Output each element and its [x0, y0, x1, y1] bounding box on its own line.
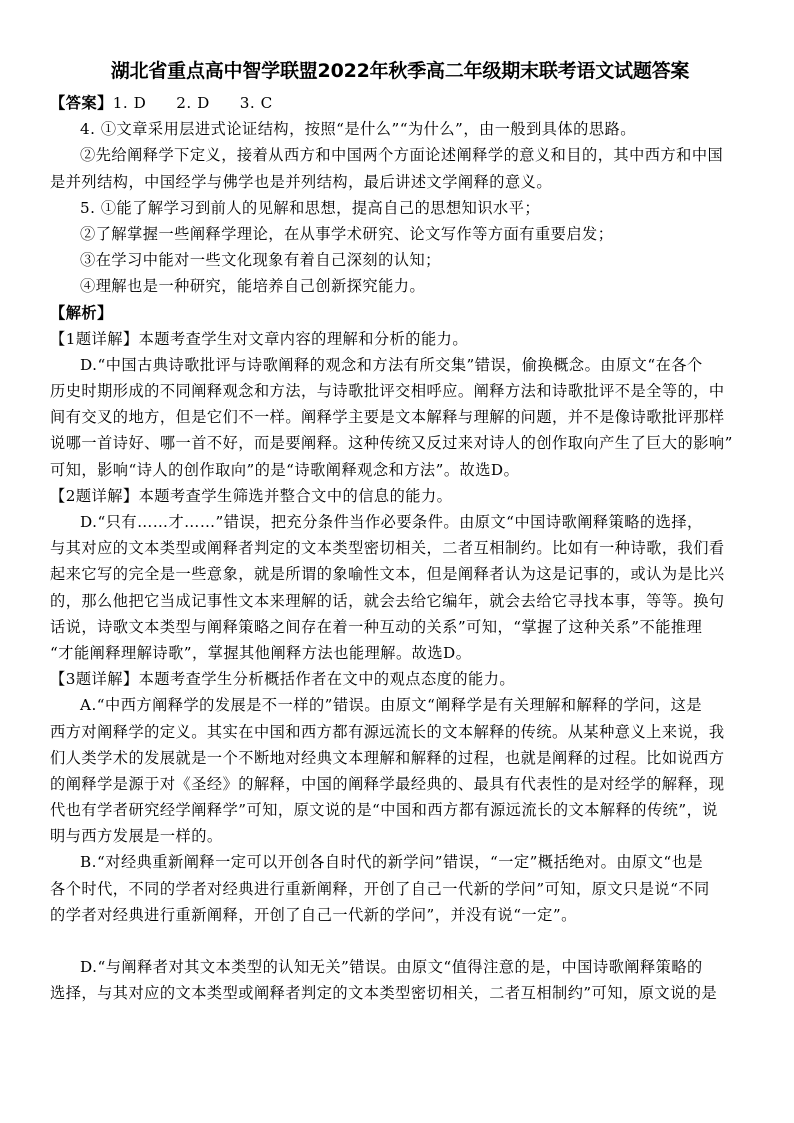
- explain-3a-line-5: 代也有学者研究经学阐释学”可知，原文说的是“中国和西方都有源远流长的文本解释的传统”，说: [50, 801, 718, 820]
- answer-1: 1. D: [112, 94, 147, 112]
- explain-1-line-4: 说哪一首诗好、哪一首不好，而是要阐释。这种传统又反过来对诗人的创作取向产生了巨大的影响”: [50, 434, 733, 453]
- document-page: [50, 56, 750, 1007]
- explain-2-heading: 【2题详解】本题考查学生筛选并整合文中的信息的能力。: [50, 486, 453, 505]
- q5-line-2: ②了解掌握一些阐释学理论，在从事学术研究、论文写作等方面有重要启发；: [80, 224, 614, 243]
- q4-line-2: ②先给阐释学下定义，接着从西方和中国两个方面论述阐释学的意义和目的，其中西方和中国: [80, 146, 724, 165]
- explain-3b-line-2: 各个时代，不同的学者对经典进行重新阐释，开创了自己一代新的学问”可知，原文只是说“不同: [50, 879, 710, 898]
- answer-2: 2. D: [176, 94, 210, 112]
- answer-line: [50, 90, 750, 116]
- q4-line-1: 4. ①文章采用层进式论证结构，按照“是什么”“为什么”，由一般到具体的思路。: [80, 120, 636, 139]
- explain-1-line-1: D.“中国古典诗歌批评与诗歌阐释的观念和方法有所交集”错误，偷换概念。由原文“在各个: [80, 355, 703, 374]
- explain-3b-line-1: B.“对经典重新阐释一定可以开创各自时代的新学问”错误，“一定”概括绝对。由原文“也是: [80, 853, 704, 872]
- explain-3a-line-6: 明与西方发展是一样的。: [50, 827, 223, 846]
- explain-2-line-5: 话说，诗歌文本类型与阐释策略之间存在着一种互动的关系”可知，“掌握了这种关系”不能推理: [50, 617, 703, 636]
- explain-2-line-4: 的，那么他把它当成记事性文本来理解的话，就会去给它编年，就会去给它寻找本事，等等。换句: [50, 591, 725, 610]
- explain-1-line-2: 历史时期形成的不同阐释观念和方法，与诗歌批评交相呼应。阐释方法和诗歌批评不是全等的，中: [50, 382, 725, 401]
- explain-3a-line-4: 的阐释学是源于对《圣经》的解释，中国的阐释学最经典的、最具有代表性的是对经学的解释，现: [50, 774, 725, 793]
- explain-3b-line-3: 的学者对经典进行重新阐释，开创了自己一代新的学问”，并没有说“一定”。: [50, 905, 577, 924]
- answer-tag: 【答案】: [50, 94, 113, 112]
- explain-1-line-3: 间有交叉的地方，但是它们不一样。阐释学主要是文本解释与理解的问题，并不是像诗歌批评那样: [50, 408, 725, 427]
- blank-spacer: [50, 928, 750, 954]
- q5-line-4: ④理解也是一种研究，能培养自己创新探究能力。: [80, 277, 426, 296]
- explain-1-heading: 【1题详解】本题考查学生对文章内容的理解和分析的能力。: [50, 329, 469, 348]
- explain-3-heading: 【3题详解】本题考查学生分析概括作者在文中的观点态度的能力。: [50, 670, 516, 689]
- explain-2-line-3: 起来它写的完全是一些意象，就是所谓的象喻性文本，但是阐释者认为这是记事的，或认为是比兴: [50, 565, 725, 584]
- explain-3a-line-2: 西方对阐释学的定义。其实在中国和西方都有源远流长的文本解释的传统。从某种意义上来说，我: [50, 722, 725, 741]
- document-title: 湖北省重点高中智学联盟2022年秋季高二年级期末联考语文试题答案: [110, 60, 690, 82]
- explain-3d-line-2: 选择，与其对应的文本类型或阐释者判定的文本类型密切相关，二者互相制约”可知，原文说的是: [50, 984, 718, 1003]
- q5-line-1: 5. ①能了解学习到前人的见解和思想，提高自己的思想知识水平；: [80, 198, 541, 217]
- explain-2-line-2: 与其对应的文本类型或阐释者判定的文本类型密切相关，二者互相制约。比如有一种诗歌，我们看: [50, 539, 725, 558]
- explain-3a-line-1: A.“中西方阐释学的发展是不一样的”错误。由原文“阐释学是有关理解和解释的学问，这是: [80, 696, 703, 715]
- q4-line-3: 是并列结构，中国经学与佛学也是并列结构，最后讲述文学阐释的意义。: [50, 172, 552, 191]
- explain-1-line-5: 可知，影响“诗人的创作取向”的是“诗歌阐释观念和方法”。故选D。: [50, 460, 520, 479]
- explain-2-line-6: “才能阐释理解诗歌”，掌握其他阐释方法也能理解。故选D。: [50, 643, 472, 662]
- explain-2-line-1: D.“只有……才……”错误，把充分条件当作必要条件。由原文“中国诗歌阐释策略的选择，: [80, 513, 703, 531]
- explain-3d-line-1: D.“与阐释者对其文本类型的认知无关”错误。由原文“值得注意的是，中国诗歌阐释策略的: [80, 958, 703, 977]
- analysis-tag: 【解析】: [50, 303, 113, 322]
- explain-3a-line-3: 们人类学术的发展就是一个不断地对经典文本理解和解释的过程，也就是阐释的过程。比如说西方: [50, 748, 725, 767]
- answer-3: 3. C: [239, 94, 273, 112]
- q5-line-3: ③在学习中能对一些文化现象有着自己深刻的认知；: [80, 251, 441, 270]
